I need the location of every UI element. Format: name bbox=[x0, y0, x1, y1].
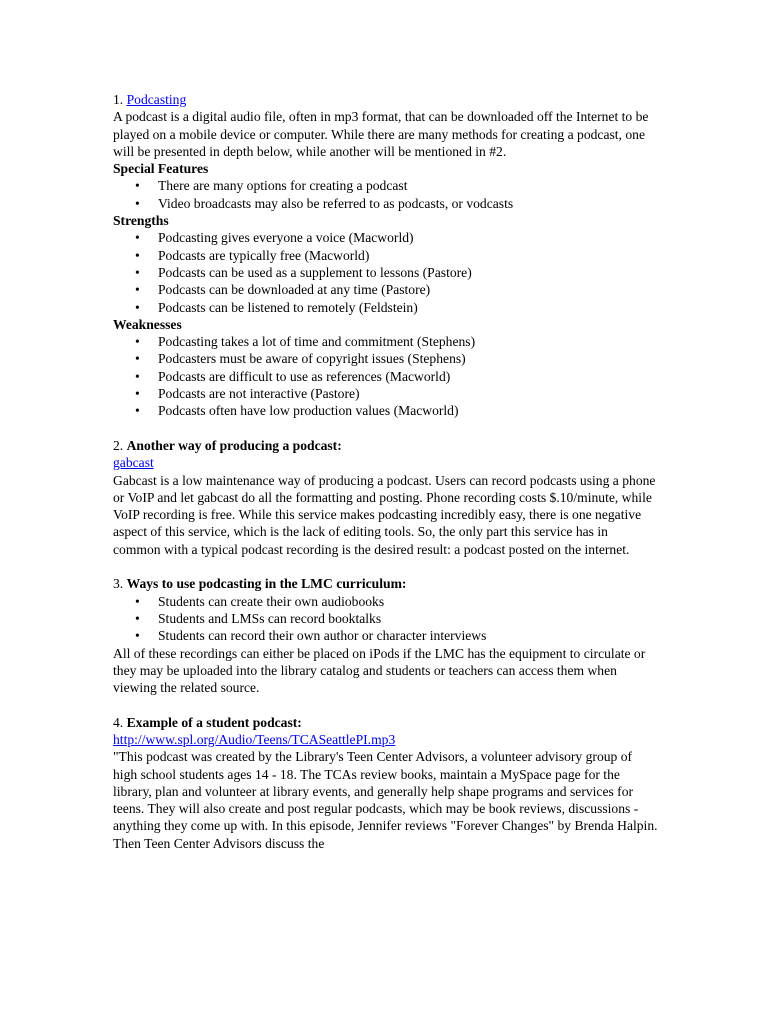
weaknesses-list bbox=[113, 333, 658, 419]
section-2-heading: Another way of producing a podcast: bbox=[126, 437, 342, 453]
weaknesses-heading: Weaknesses bbox=[113, 316, 182, 332]
section-lmc-curriculum bbox=[113, 575, 658, 696]
list-item bbox=[113, 402, 658, 419]
list-item-text: Podcasts are typically free (Macworld) bbox=[158, 247, 370, 263]
bullet-icon: • bbox=[135, 593, 140, 609]
bullet-icon: • bbox=[135, 230, 140, 246]
bullet-icon: • bbox=[135, 334, 140, 350]
special-features-list bbox=[113, 177, 658, 212]
bullet-icon: • bbox=[135, 282, 140, 298]
list-item bbox=[113, 593, 658, 610]
section-gabcast bbox=[113, 437, 658, 558]
list-item bbox=[113, 368, 658, 385]
bullet-icon: • bbox=[135, 368, 140, 384]
list-item-text: Podcasting gives everyone a voice (Macworld) bbox=[158, 230, 414, 246]
section-1-intro: A podcast is a digital audio file, often in mp3 format, that can be downloaded off the Internet to be played on a mobile device or computer. While there are many methods for creating a podcast, one will be presented in depth below, while another will be mentioned in #2. bbox=[113, 109, 649, 159]
list-item-text: Podcasters must be aware of copyright issues (Stephens) bbox=[158, 351, 466, 367]
bullet-icon: • bbox=[135, 299, 140, 315]
list-item bbox=[113, 229, 658, 246]
list-item-text: Podcasts are difficult to use as references (Macworld) bbox=[158, 368, 451, 384]
list-item bbox=[113, 610, 658, 627]
section-1-title bbox=[113, 91, 658, 108]
list-item-text: Podcasts are not interactive (Pastore) bbox=[158, 386, 360, 402]
spacer bbox=[113, 696, 658, 713]
section-1-number: 1. bbox=[113, 92, 124, 107]
special-features-heading: Special Features bbox=[113, 161, 209, 177]
list-item bbox=[113, 195, 658, 212]
lmc-uses-list bbox=[113, 593, 658, 645]
list-item bbox=[113, 333, 658, 350]
list-item-text: Students and LMSs can record booktalks bbox=[158, 610, 382, 626]
gabcast-link[interactable]: gabcast bbox=[113, 455, 154, 471]
bullet-icon: • bbox=[135, 195, 140, 211]
section-2-number: 2. bbox=[113, 437, 124, 453]
strengths-heading: Strengths bbox=[113, 213, 169, 229]
list-item-text: Podcasting takes a lot of time and commitment (Stephens) bbox=[158, 334, 476, 350]
list-item bbox=[113, 385, 658, 402]
section-3-title bbox=[113, 575, 658, 592]
spacer bbox=[113, 558, 658, 575]
section-4-title bbox=[113, 714, 658, 731]
section-4-body: "This podcast was created by the Library's Teen Center Advisors, a volunteer advisory group of high school students ages 14 - 18. The TCAs review books, maintain a MySpace page for the library, plan and volunteer at library events, and generally help shape programs and services for teens. They will also create and post regular podcasts, which may be book reviews, discussions - anything they come up with. In this episode, Jennifer reviews "Forever Changes" by Brenda Halpin. Then Teen Center Advisors discuss the bbox=[113, 749, 658, 851]
bullet-icon: • bbox=[135, 351, 140, 367]
bullet-icon: • bbox=[135, 386, 140, 402]
list-item bbox=[113, 627, 658, 644]
list-item-text: Students can record their own author or character interviews bbox=[158, 628, 487, 644]
bullet-icon: • bbox=[135, 610, 140, 626]
strengths-list bbox=[113, 229, 658, 315]
bullet-icon: • bbox=[135, 264, 140, 280]
section-4-number: 4. bbox=[113, 714, 124, 730]
list-item bbox=[113, 281, 658, 298]
list-item-text: There are many options for creating a podcast bbox=[158, 178, 408, 194]
list-item-text: Podcasts can be downloaded at any time (Pastore) bbox=[158, 282, 431, 298]
section-2-body: Gabcast is a low maintenance way of producing a podcast. Users can record podcasts using a phone or VoIP and let gabcast do all the formatting and posting. Phone recording costs $.10/minute, while VoIP recording is free. While this service makes podcasting incredibly easy, there is one negative aspect of this service, which is the lack of editing tools. So, the only part this service has in common with a typical podcast recording is the desired result: a podcast posted on the internet. bbox=[113, 472, 656, 557]
document-page bbox=[113, 91, 658, 852]
section-4-heading: Example of a student podcast: bbox=[126, 714, 302, 730]
spacer bbox=[113, 420, 658, 437]
bullet-icon: • bbox=[135, 628, 140, 644]
section-3-body: All of these recordings can either be placed on iPods if the LMC has the equipment to circulate or they may be uploaded into the library catalog and students or teachers can access them when viewing the related source. bbox=[113, 645, 646, 696]
list-item-text: Students can create their own audiobooks bbox=[158, 593, 385, 609]
bullet-icon: • bbox=[135, 178, 140, 194]
list-item-text: Podcasts can be listened to remotely (Feldstein) bbox=[158, 299, 418, 315]
spl-podcast-link[interactable]: http://www.spl.org/Audio/Teens/TCASeattlePI.mp3 bbox=[113, 731, 396, 747]
list-item bbox=[113, 177, 658, 194]
section-4-link-line bbox=[113, 731, 658, 748]
section-3-number: 3. bbox=[113, 576, 124, 592]
section-student-podcast bbox=[113, 714, 658, 852]
list-item-text: Podcasts can be used as a supplement to lessons (Pastore) bbox=[158, 264, 472, 280]
list-item bbox=[113, 299, 658, 316]
section-2-title bbox=[113, 437, 658, 454]
list-item-text: Podcasts often have low production values (Macworld) bbox=[158, 403, 459, 419]
bullet-icon: • bbox=[135, 403, 140, 419]
section-2-link-line bbox=[113, 454, 658, 471]
list-item bbox=[113, 247, 658, 264]
section-3-heading: Ways to use podcasting in the LMC curriculum: bbox=[126, 576, 407, 592]
bullet-icon: • bbox=[135, 247, 140, 263]
list-item bbox=[113, 264, 658, 281]
list-item-text: Video broadcasts may also be referred to as podcasts, or vodcasts bbox=[158, 195, 514, 211]
list-item bbox=[113, 350, 658, 367]
section-podcasting bbox=[113, 91, 658, 420]
podcasting-link[interactable]: Podcasting bbox=[126, 92, 187, 107]
